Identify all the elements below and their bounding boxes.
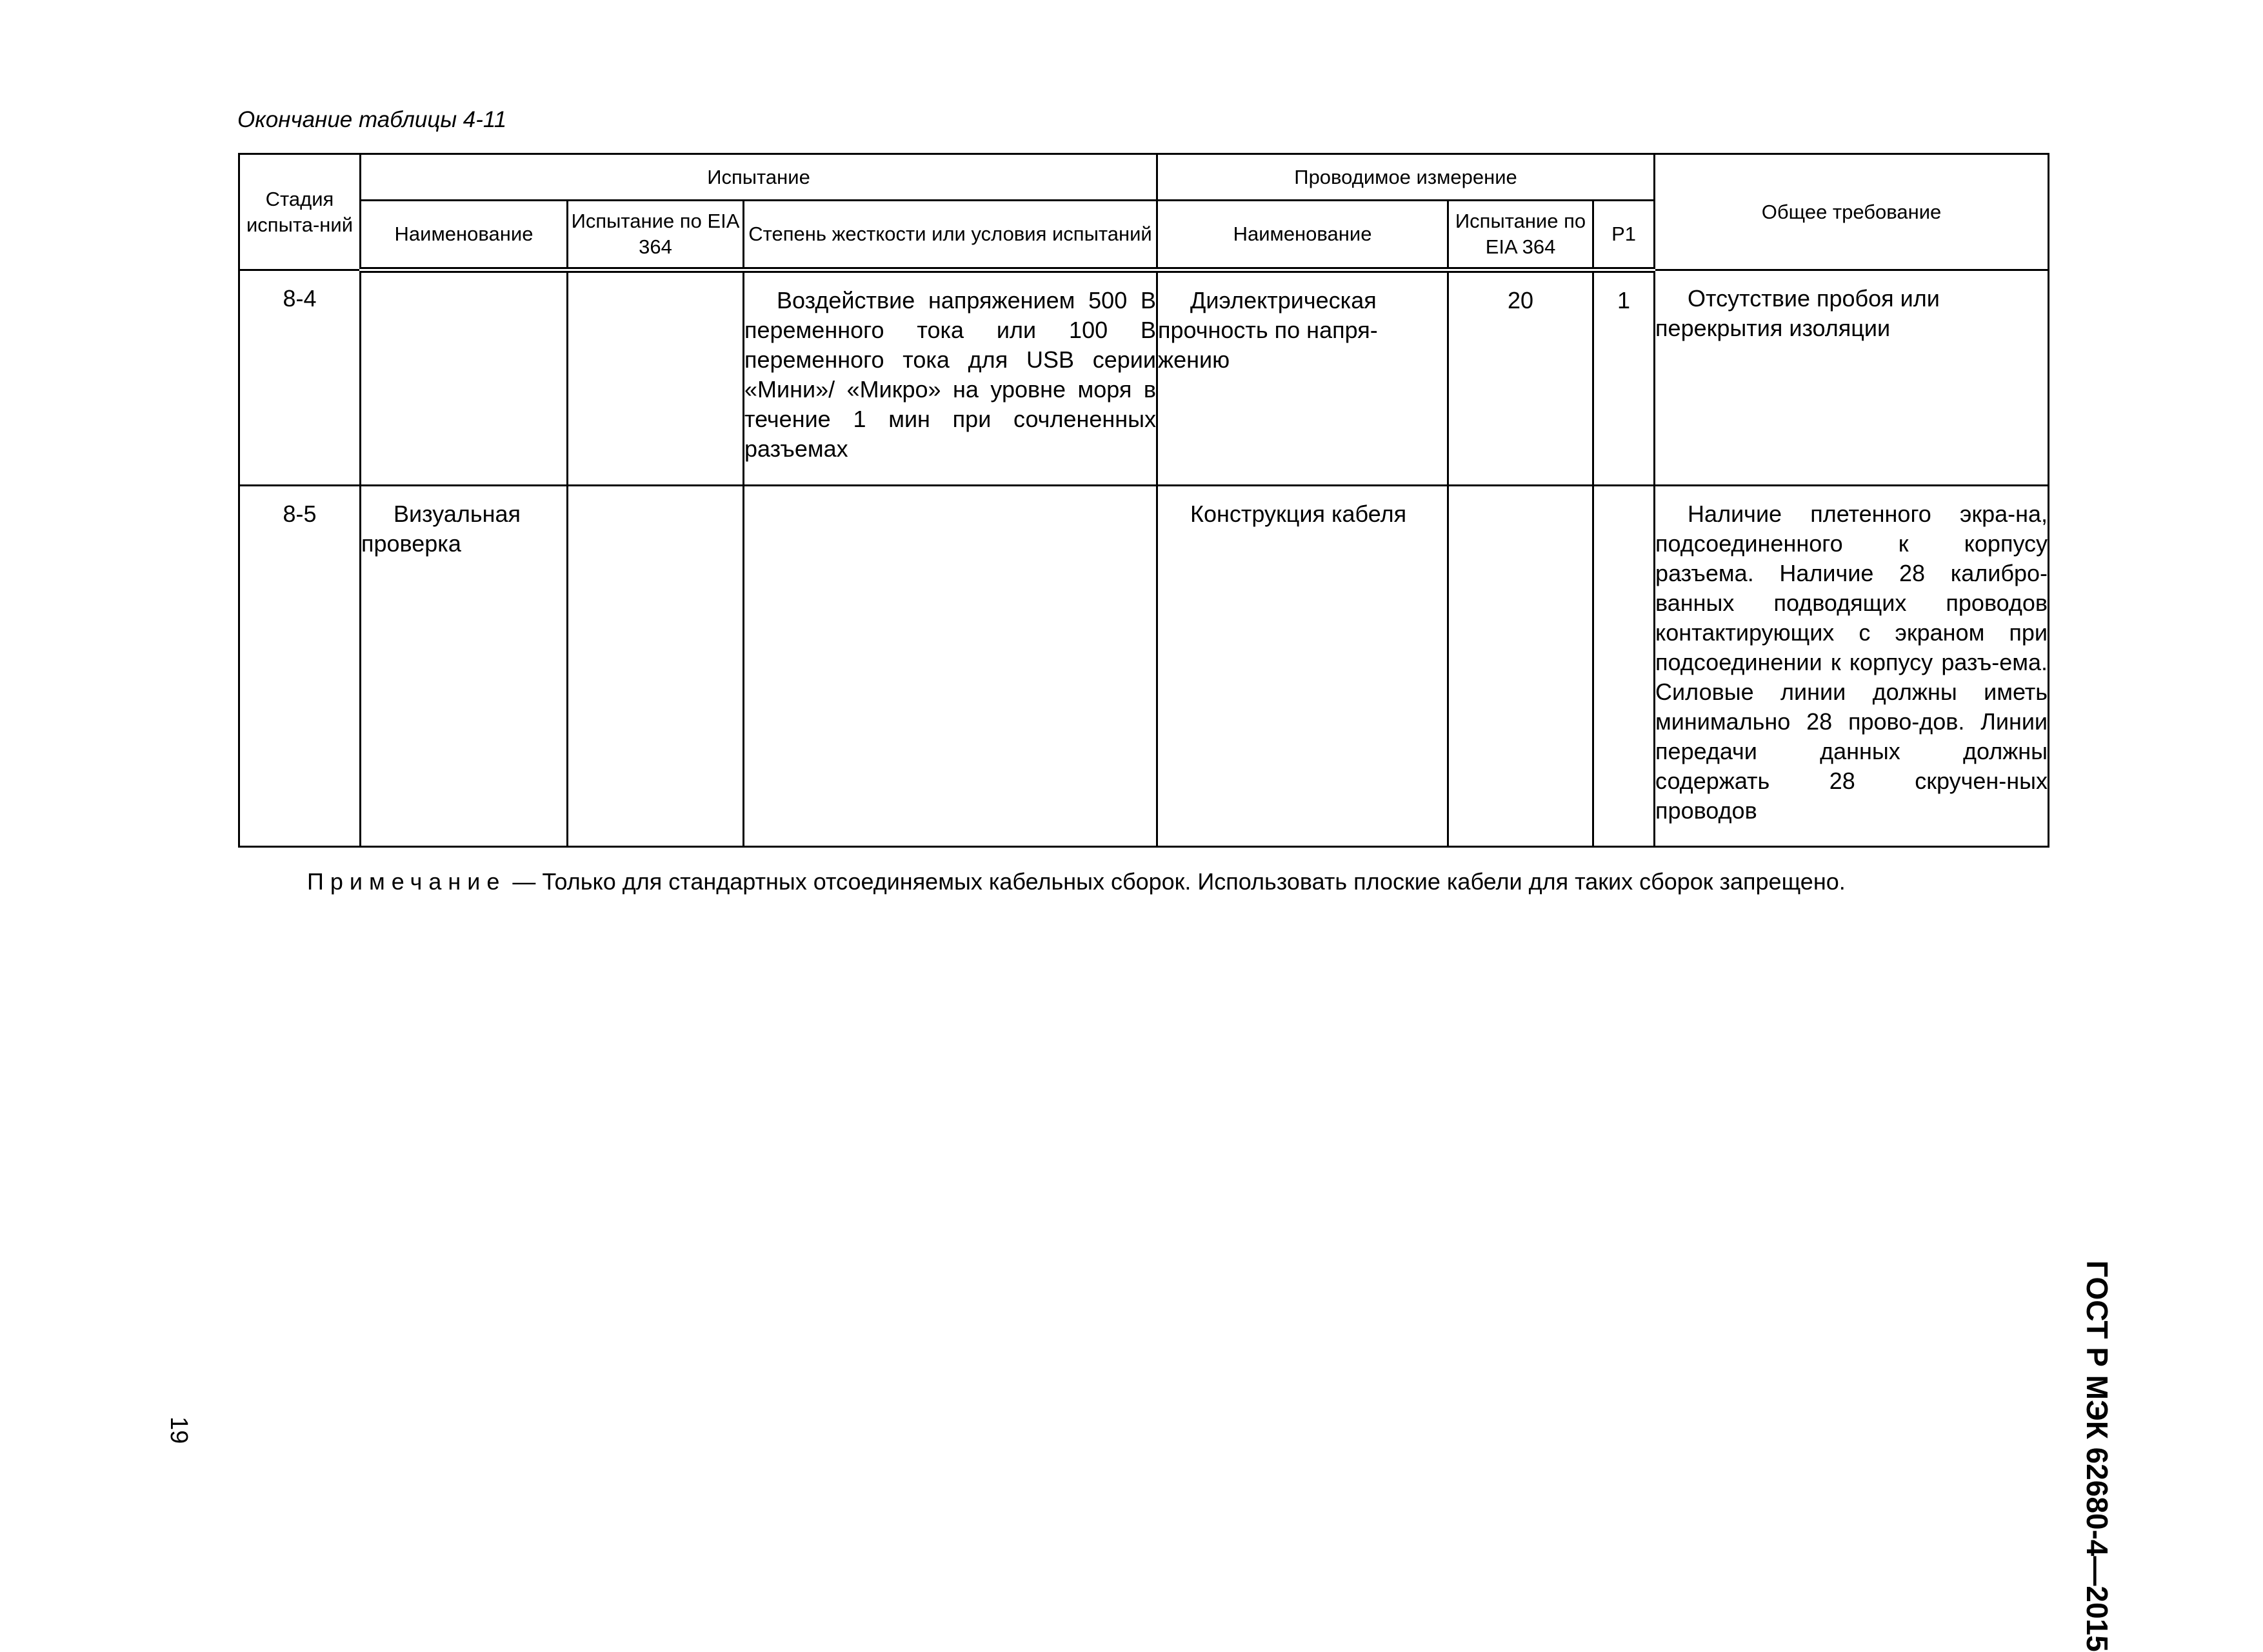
cell-measurement-name: Конструкция кабеля (1157, 486, 1448, 847)
cell-p1: 1 (1593, 270, 1655, 486)
cell-measurement-eia: 20 (1448, 270, 1593, 486)
cell-requirement: Отсутствие пробоя или перекрытия изоляции (1655, 270, 2049, 486)
cell-stage: 8-5 (239, 486, 361, 847)
cell-requirement: Наличие плетенного экра-на, подсоединенного к корпусу разъема. Наличие 28 калибро-ванных подводящих проводов контактирующих с экраном при подсоединении к корпусу разъ-ема. Силовые линии должны иметь минимально 28 прово-дов. Линии передачи данных должны содержать 28 скручен-ных проводов (1655, 486, 2049, 847)
table-note (307, 868, 1846, 895)
cell-test-name (361, 270, 568, 486)
note-text: — Только для стандартных отсоединяемых кабельных сборок. Использовать плоские кабели для таких сборок запрещено. (506, 868, 1846, 895)
page-number: 19 (165, 1417, 192, 1444)
cell-measurement-eia (1448, 486, 1593, 847)
cell-p1 (1593, 486, 1655, 847)
table-row (239, 486, 2049, 847)
header-stage: Стадия испыта-ний (239, 154, 361, 270)
header-general-requirement: Общее требование (1655, 154, 2049, 270)
header-test-eia: Испытание по EIA 364 (568, 201, 744, 270)
cell-measurement-name: Диэлектрическая прочность по напря-жению (1157, 270, 1448, 486)
requirements-table (238, 153, 2049, 848)
cell-test-name: Визуальная проверка (361, 486, 568, 847)
header-severity: Степень жесткости или условия испытаний (744, 201, 1157, 270)
header-measurement-name: Наименование (1157, 201, 1448, 270)
header-test-group: Испытание (361, 154, 1157, 201)
header-measurement-group: Проводимое измерение (1157, 154, 1655, 201)
header-p1: P1 (1593, 201, 1655, 270)
note-label: Примечание (307, 868, 506, 895)
cell-test-eia (568, 270, 744, 486)
table-row (239, 270, 2049, 486)
header-measurement-eia: Испытание по EIA 364 (1448, 201, 1593, 270)
cell-severity: Воздействие напряжением 500 В переменного тока или 100 В переменного тока для USB серии «Мини»/ «Микро» на уровне моря в течение 1 мин при сочлененных разъемах (744, 270, 1157, 486)
document-id: ГОСТ Р МЭК 62680-4—2015 (2080, 1260, 2114, 1652)
table-caption: Окончание таблицы 4-11 (237, 107, 507, 132)
cell-stage: 8-4 (239, 270, 361, 486)
cell-test-eia (568, 486, 744, 847)
cell-severity (744, 486, 1157, 847)
header-test-name: Наименование (361, 201, 568, 270)
